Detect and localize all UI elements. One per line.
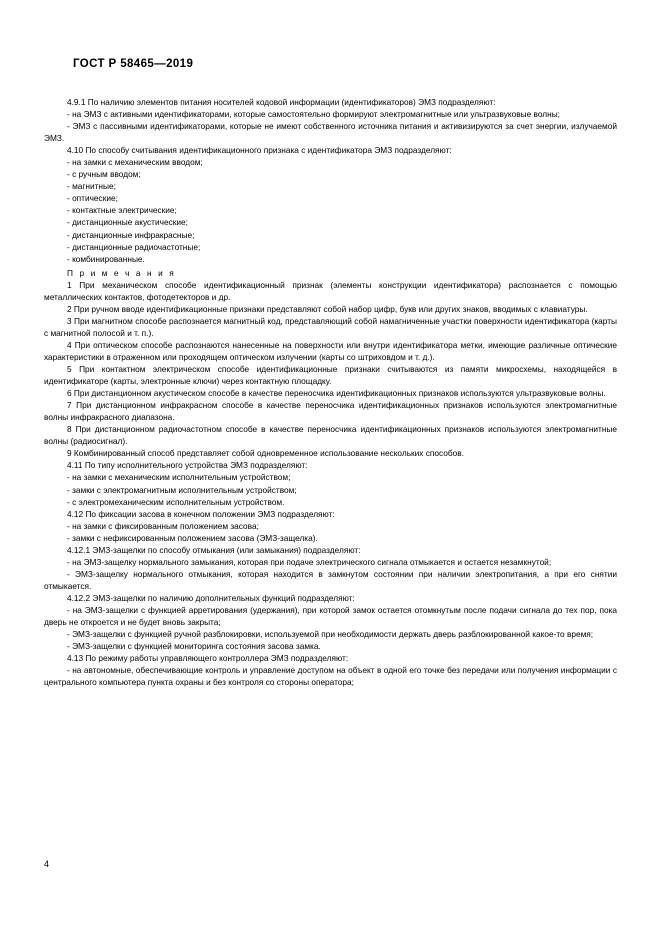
page-number: 4 bbox=[44, 859, 50, 869]
paragraph: 4.12.2 ЭМЗ-защелки по наличию дополнительных функций подразделяют: bbox=[67, 592, 355, 603]
document-standard-number: ГОСТ Р 58465—2019 bbox=[73, 58, 194, 70]
paragraph: 4.12 По фиксации засова в конечном положении ЭМЗ подразделяют: bbox=[67, 508, 335, 519]
document-body bbox=[44, 96, 617, 688]
paragraph: - дистанционные радиочастотные; bbox=[67, 241, 201, 252]
paragraph: - на замки с механическим исполнительным устройством; bbox=[67, 472, 291, 483]
paragraph: 4 При оптическом способе распознаются нанесенные на поверхности или внутри идентификатора метки, имеющие различные оптические характеристики в отраженном или проходящем оптическом излучении (карты со штриховдом и т. д.). bbox=[44, 339, 617, 362]
paragraph: 6 При дистанционном акустическом способе в качестве переносчика идентификационных признаков используются ультразвуковые волны. bbox=[67, 388, 606, 399]
paragraph: - на замки с механическим вводом; bbox=[67, 157, 203, 168]
paragraph: 2 При ручном вводе идентификационные признаки представляют собой набор цифр, букв или других знаков, вводимых с клавиатуры. bbox=[67, 303, 588, 314]
paragraph: - замки с электромагнитным исполнительным устройством; bbox=[67, 484, 297, 495]
paragraph: - ЭМЗ-защелки с функцией мониторинга состояния засова замка. bbox=[67, 641, 321, 652]
paragraph: - на ЭМЗ-защелку нормального замыкания, которая при подаче электрического сигнала отмыкается и остается незамкнутой; bbox=[67, 556, 552, 567]
paragraph: - дистанционные инфракрасные; bbox=[67, 229, 195, 240]
paragraph: 3 При магнитном способе распознается магнитный код, представляющий собой намагниченные участки поверхности идентификатора (карты с магнитной полосой и т. п.). bbox=[44, 315, 617, 338]
paragraph: - на ЭМЗ с активными идентификаторами, которые самостоятельно формируют электромагнитные или ультразвуковые волны; bbox=[67, 109, 560, 120]
paragraph: 4.13 По режиму работы управляющего контроллера ЭМЗ подразделяют: bbox=[67, 653, 349, 664]
paragraph: - с ручным вводом; bbox=[67, 169, 141, 180]
paragraph: - магнитные; bbox=[67, 181, 116, 192]
paragraph: 8 При дистанционном радиочастотном способе в качестве переносчика идентификационных признаков используются электромагнитные волны (радиосигнал). bbox=[44, 424, 617, 447]
paragraph: 4.9.1 По наличию элементов питания носителей кодовой информации (идентификаторов) ЭМЗ подразделяют: bbox=[67, 97, 496, 107]
paragraph: 4.10 По способу считывания идентификационного признака с идентификатора ЭМЗ подразделяют: bbox=[67, 145, 452, 156]
paragraph: 4.11 По типу исполнительного устройства ЭМЗ подразделяют: bbox=[67, 460, 308, 471]
notes-heading: П р и м е ч а н и я bbox=[67, 267, 176, 278]
paragraph: - с электромеханическим исполнительным устройством. bbox=[67, 496, 285, 507]
paragraph: - комбинированные. bbox=[67, 253, 145, 264]
paragraph: 1 При механическом способе идентификационный признак (элементы конструкции идентификатора) распознается с помощью металлических контактов, фотодетекторов и др. bbox=[44, 279, 617, 302]
paragraph: 4.12.1 ЭМЗ-защелки по способу отмыкания (или замыкания) подразделяют: bbox=[67, 544, 361, 555]
paragraph: - ЭМЗ-защелки с функцией ручной разблокировки, используемой при необходимости держать дверь разблокированной какое-то время; bbox=[67, 629, 594, 640]
paragraph: 9 Комбинированный способ представляет собой одновременное использование нескольких способов. bbox=[67, 448, 464, 459]
paragraph: - на ЭМЗ-защелки с функцией арретирования (удержания), при которой замок остается отомкнутым после подачи сигнала до тех пор, пока дверь не откроется и не будет вновь закрыта; bbox=[44, 604, 617, 628]
paragraph: - ЭМЗ-защелку нормального отмыкания, которая находится в замкнутом состоянии при наличии электропитания, а при его снятии отмыкается. bbox=[44, 568, 617, 591]
paragraph: - оптические; bbox=[67, 193, 118, 204]
paragraph: - на автономные, обеспечивающие контроль и управление доступом на объект в одной его точке без передачи или получения информации с центрального компьютера пункта охраны и без контроля со стороны оператора; bbox=[44, 665, 617, 688]
paragraph: - замки с нефиксированным положением засова (ЭМЗ-защелка). bbox=[67, 532, 318, 543]
paragraph: - дистанционные акустические; bbox=[67, 217, 188, 228]
paragraph: - ЭМЗ с пассивными идентификаторами, которые не имеют собственного источника питания и активизируются за счет энергии, излучаемой ЭМЗ. bbox=[44, 121, 617, 144]
paragraph: - контактные электрические; bbox=[67, 205, 177, 216]
paragraph: 7 При дистанционном инфракрасном способе в качестве переносчика идентификационных признаков используются электромагнитные волны инфракрасного диапазона. bbox=[44, 400, 617, 423]
paragraph: - на замки с фиксированным положением засова; bbox=[67, 520, 259, 531]
paragraph: 5 При контактном электрическом способе идентификационные признаки считываются из памяти микросхемы, находящейся в идентификаторе (карты, электронные ключи) через контактную площадку. bbox=[44, 364, 617, 387]
